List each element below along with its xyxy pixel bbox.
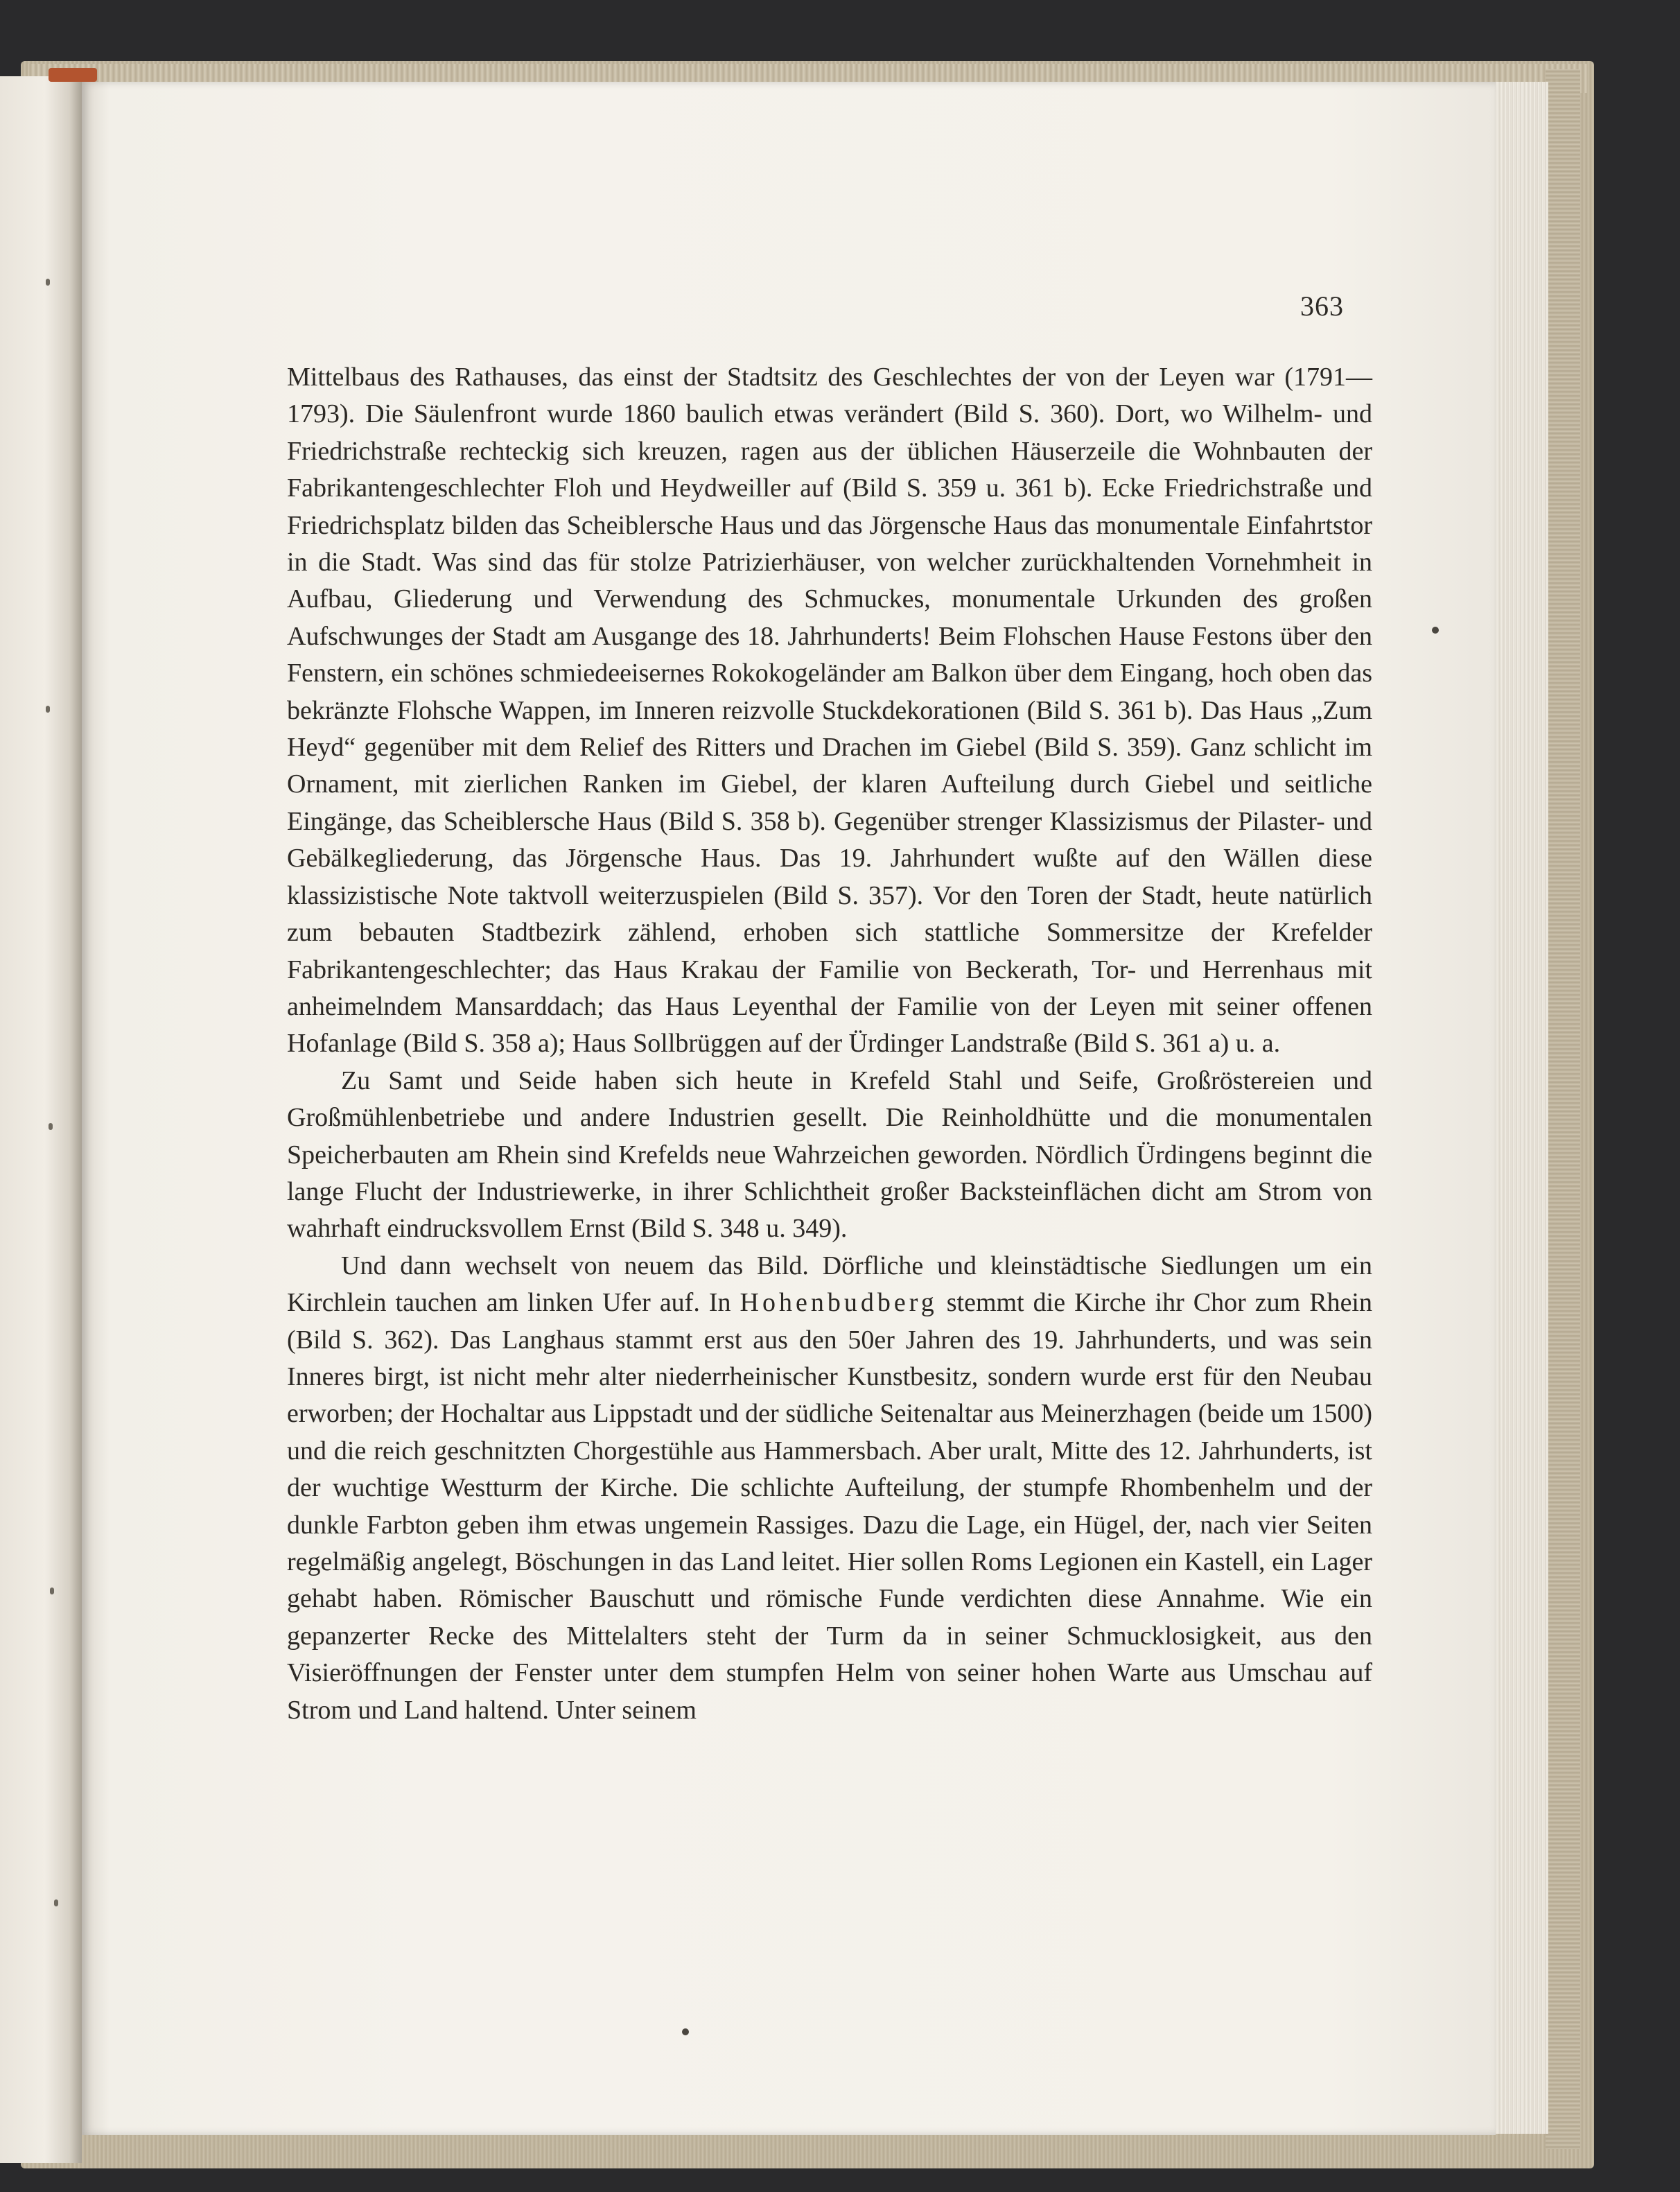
page-number: 363 xyxy=(1300,290,1344,322)
paper-speck xyxy=(1432,627,1439,634)
book-page xyxy=(82,82,1496,2135)
bookmark-ribbon xyxy=(49,68,97,82)
paragraph-3-end: stemmt die Kirche ihr Chor zum Rhein (Bild S. 362). Das Langhaus stammt erst aus den 50er Jahren des 19. Jahrhunderts, und was sein Inneres birgt, ist nicht mehr alter niederrheinischer Kunstbesitz, sondern wurde erst für den Neubau erworben; der Hochaltar aus Lippstadt und der südliche Seitenaltar aus Meinerzhagen (beide um 1500) und die reich geschnitzten Chorgestühle aus Hammersbach. Aber uralt, Mitte des 12. Jahrhunderts, ist der wuchtige Westturm der Kirche. Die schlichte Aufteilung, der stumpfe Rhombenhelm und der dunkle Farbton geben ihm etwas ungemein Rassiges. Dazu die Lage, ein Hügel, der, nach vier Seiten regelmäßig angelegt, Böschungen in das Land leitet. Hier sollen Roms Legionen ein Kastell, ein Lager gehabt haben. Römischer Bauschutt und römische Funde verdichten diese Annahme. Wie ein gepanzerter Recke des Mittelalters steht der Turm da in seiner Schmucklosigkeit, aus den Visieröffnungen der Fenster unter dem stumpfen Helm von seiner hohen Warte aus Umschau auf Strom und Land haltend. Unter seinem xyxy=(287,1288,1372,1725)
book-cover-right-edge xyxy=(1546,69,1580,2149)
left-page-sliver xyxy=(0,76,82,2163)
margin-mark xyxy=(54,1899,58,1906)
paragraph-3-start: Und dann wechselt von neuem das Bild. Dörfliche und kleinstädtische Siedlungen um ein Kirchlein tauchen am linken Ufer auf. In xyxy=(287,1251,1372,1318)
place-name-hohenbudberg: Hohenbudberg xyxy=(740,1288,938,1318)
margin-mark xyxy=(50,1588,54,1594)
paragraph-3 xyxy=(287,1248,1372,1729)
margin-mark xyxy=(46,279,50,286)
paragraph-2: Zu Samt und Seide haben sich heute in Krefeld Stahl und Seife, Großröstereien und Großmühlenbetriebe und andere Industrien gesellt. Die Reinholdhütte und die monumentalen Speicherbauten am Rhein sind Krefelds neue Wahrzeichen geworden. Nördlich Ürdingens beginnt die lange Flucht der Industriewerke, in ihrer Schlichtheit großer Backsteinflächen dicht am Strom von wahrhaft eindrucksvollem Ernst (Bild S. 348 u. 349). xyxy=(287,1065,1372,1244)
page-fore-edge xyxy=(1490,82,1548,2134)
margin-mark xyxy=(49,1123,53,1130)
body-text xyxy=(287,359,1372,1729)
margin-mark xyxy=(46,706,50,713)
paper-speck xyxy=(682,2028,689,2035)
paragraph-1: Mittelbaus des Rathauses, das einst der Stadtsitz des Geschlechtes der von der Leyen war (1791—1793). Die Säulenfront wurde 1860 baulich etwas verändert (Bild S. 360). Dort, wo Wilhelm- und Friedrichstraße rechteckig sich kreuzen, ragen aus der üblichen Häuserzeile die Wohnbauten der Fabrikantengeschlechter Floh und Heydweiller auf (Bild S. 359 u. 361 b). Ecke Friedrichstraße und Friedrichsplatz bilden das Scheiblersche Haus und das Jörgensche Haus das monumentale Einfahrtstor in die Stadt. Was sind das für stolze Patrizierhäuser, von welcher zurückhaltenden Vornehmheit in Aufbau, Gliederung und Verwendung des Schmuckes, monumentale Urkunden des großen Aufschwunges der Stadt am Ausgange des 18. Jahrhunderts! Beim Flohschen Hause Festons über den Fenstern, ein schönes schmiedeeisernes Rokokogeländer am Balkon über dem Eingang, hoch oben das bekränzte Flohsche Wappen, im Inneren reizvolle Stuckdekorationen (Bild S. 361 b). Das Haus „Zum Heyd“ gegenüber mit dem Relief des Ritters und Drachen im Giebel (Bild S. 359). Ganz schlicht im Ornament, mit zierlichen Ranken im Giebel, der klaren Aufteilung durch Giebel und seitliche Eingänge, das Scheiblersche Haus (Bild S. 358 b). Gegenüber strenger Klassizismus der Pilaster- und Gebälkegliederung, das Jörgensche Haus. Das 19. Jahrhundert wußte auf den Wällen diese klassizistische Note taktvoll weiterzuspielen (Bild S. 357). Vor den Toren der Stadt, heute natürlich zum bebauten Stadtbezirk zählend, erhoben sich stattliche Sommersitze der Krefelder Fabrikantengeschlechter; das Haus Krakau der Familie von Beckerath, Tor- und Herrenhaus mit anheimelndem Mansarddach; das Haus Leyenthal der Familie von der Leyen mit seiner offenen Hofanlage (Bild S. 358 a); Haus Sollbrüggen auf der Ürdinger Landstraße (Bild S. 361 a) u. a. xyxy=(287,363,1372,1059)
